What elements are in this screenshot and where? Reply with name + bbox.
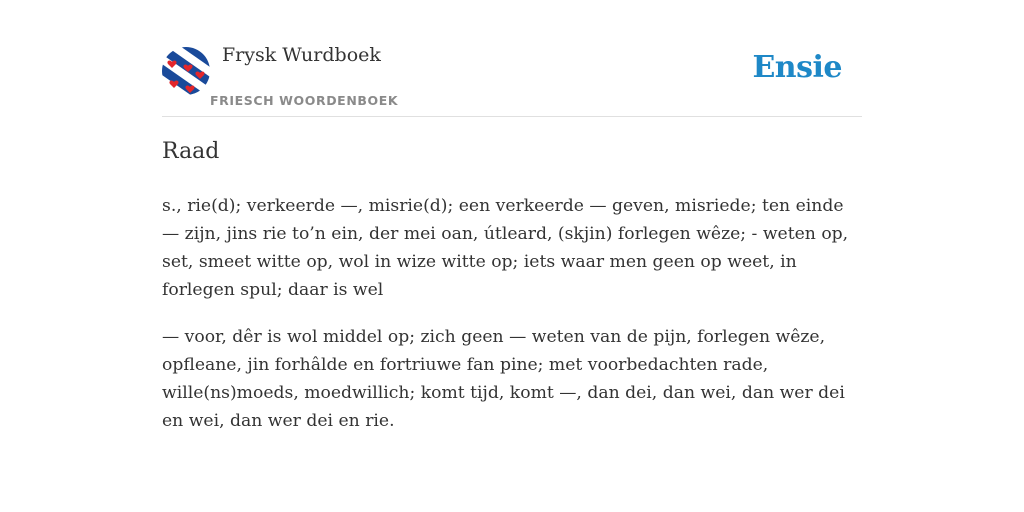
site-subtitle: FRIESCH WOORDENBOEK [210, 93, 399, 108]
entry-card [162, 0, 862, 431]
page-title: Raad [162, 139, 220, 164]
definition-paragraph: — voor, dêr is wol middel op; zich geen — weten van de pijn, forlegen wêze, opfleane, jin forhâlde en fortriuwe fan pine; met voorbedachten rade, wille(ns)moeds, moedwillich; komt tijd, komt —, dan dei, dan wei, dan wer dei en wei, dan wer dei en rie. [162, 327, 845, 431]
frisian-flag-icon[interactable] [162, 47, 210, 95]
brand-logo[interactable]: Ensie [752, 50, 842, 85]
site-title[interactable]: Frysk Wurdboek [222, 44, 381, 66]
definition-paragraph: s., rie(d); verkeerde —, misrie(d); een verkeerde — geven, misriede; ten einde — zijn, jins rie to’n ein, der mei oan, útleard, (skjin) forlegen wêze; - weten op, set, smeet witte op, wol in wize witte op; iets waar men geen op weet, in forlegen spul; daar is wel [162, 196, 849, 300]
site-header [162, 0, 862, 117]
